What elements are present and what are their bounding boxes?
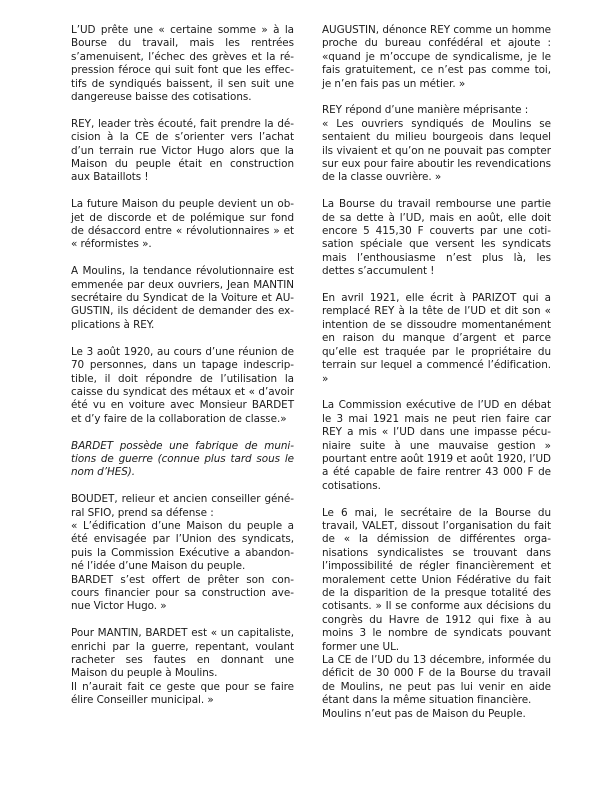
- paragraph-rey-repond: REY répond d’une manière méprisante :: [322, 104, 529, 117]
- paragraph-ud-loan: L’UD prête une « certaine somme » à la Bourse du travail, mais les rentrées s’amenuisent, l’échec des grèves et la répression féroce qui suit font que les effectifs de syndiqués baissent, il sen suit une dangereuse baisse des cotisations.: [71, 24, 294, 104]
- paragraph-reunion-1920: Le 3 août 1920, au cours d’une réunion de 70 personnes, dans un tapage indescriptible, il doit répondre de l’utilisation la caisse du syndicat des métaux et « d’avoir été vu en voiture avec Monsieur BARDET et d’y faire de la collaboration de classe.»: [71, 345, 294, 425]
- paragraph-rey-quote: « Les ouvriers syndiqués de Moulins se sentaient du milieu bourgeois dans lequel ils vivaient et qu’on ne pouvait pas compter sur eux pour faire aboutir les revendications de la classe ouvrière. »: [322, 117, 551, 184]
- paragraph-commission-executive: La Commission exécutive de l’UD en débat le 3 mai 1921 mais ne peut rien faire car REY a mis « l’UD dans une impasse pécuniaire suite à une mauvaise gestion » pourtant entre août 1919 et août 1920, l’UD a été capable de faire rentrer 43 000 F de cotisations.: [322, 399, 551, 492]
- paragraph-conclusion: Moulins n’eut pas de Maison du Peuple.: [322, 707, 526, 720]
- paragraph-bourse-dette: La Bourse du travail rembourse une partie de sa dette à l’UD, mais en août, elle doit encore 5 415,30 F couverts par une cotisation spéciale que versent les syndicats mais l’enthousiasme n’est plus là, les dettes s’accumulent !: [322, 198, 551, 278]
- paragraph-avril-1921: En avril 1921, elle écrit à PARIZOT qui a remplacé REY à la tête de l’UD et dit son « intention de se dissoudre momentanément en raison du manque d’argent et parce qu’elle est traquée par le propriétaire du terrain sur lequel a commencé l’édification. »: [322, 292, 551, 385]
- paragraph-boudet-defense: BOUDET, relieur et ancien conseiller général SFIO, prend sa défense :: [71, 493, 294, 519]
- paragraph-conseiller-municipal: Il n’aurait fait ce geste que pour se faire élire Conseiller municipal. »: [71, 680, 294, 707]
- paragraph-ce-decembre: La CE de l’UD du 13 décembre, informée du déficit de 30 000 F de la Bourse du travail de Moulins, ne peut pas lui venir en aide étant dans la même situation financière.: [322, 654, 551, 707]
- paragraph-augustin-denonce: AUGUSTIN, dénonce REY comme un homme proche du bureau confédéral et ajoute : «quand je m’occupe de syndicalisme, je le fais gratuitement, ce n’est pas comme toi, je n’en fais pas un métier. »: [322, 24, 551, 90]
- paragraph-boudet-quote-2: BARDET s’est offert de prêter son concours financier pour sa construction avenue Victor Hugo. »: [71, 573, 294, 613]
- paragraph-bardet-note: BARDET possède une fabrique de munitions de guerre (connue plus tard sous le nom d’HES).: [71, 439, 294, 479]
- paragraph-moulins-revolutionnaire: A Moulins, la tendance révolutionnaire est emmenée par deux ouvriers, Jean MANTIN secrétaire du Syndicat de la Voiture et AUGUSTIN, ils décident de demander des explications à REY.: [71, 265, 294, 331]
- paragraph-rey-terrain: REY, leader très écouté, fait prendre la décision à la CE de s’orienter vers l’achat d’un terrain rue Victor Hugo alors que la Maison du peuple était en construction aux Bataillots !: [71, 117, 294, 184]
- paragraph-valet-dissout: Le 6 mai, le secrétaire de la Bourse du travail, VALET, dissout l’organisation du fait de « la démission de différentes organisations syndicalistes se trouvant dans l’impossibilité de régler financièrement et moralement cette Union Fédérative du fait de la disparition de la presque totalité des cotisants. » Il se conforme aux décisions du congrès du Havre de 1912 qui fixe à au moins 3 le nombre de syndicats pouvant former une UL.: [322, 506, 551, 653]
- paragraph-maison-discorde: La future Maison du peuple devient un objet de discorde et de polémique sur fond de désaccord entre « révolutionnaires » et « réformistes ».: [71, 198, 294, 251]
- right-column: [322, 24, 551, 734]
- paragraph-boudet-quote-1: « L’édification d’une Maison du peuple a été envisagée par l’Union des syndicats, puis la Commission Exécutive a abandonné l’idée d’une Maison du peuple.: [71, 519, 294, 573]
- left-column: [71, 24, 294, 721]
- paragraph-mantin-capitaliste: Pour MANTIN, BARDET est « un capitaliste, enrichi par la guerre, repentant, voulant racheter ses fautes en donnant une Maison du peuple à Moulins.: [71, 627, 294, 680]
